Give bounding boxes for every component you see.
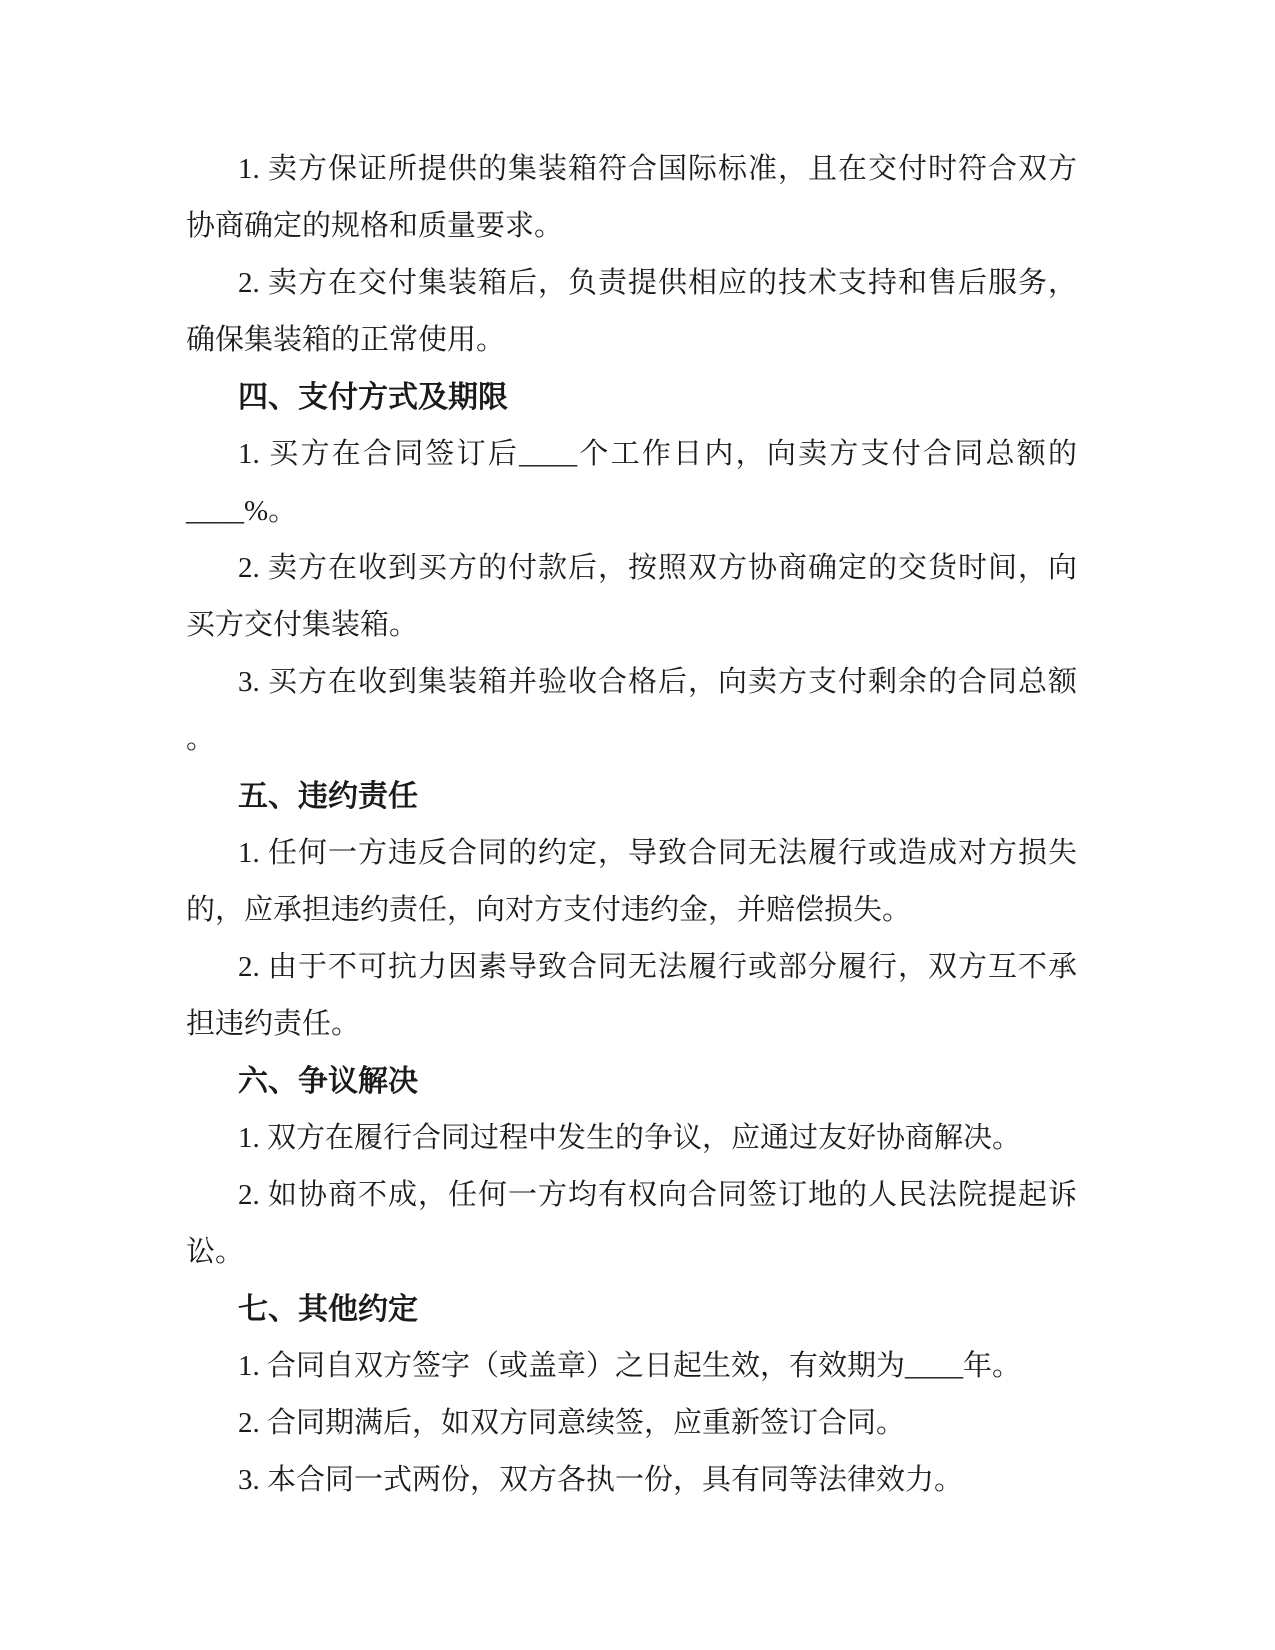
contract-text-line: 讼。 (186, 1236, 245, 1268)
contract-text-line: 买方交付集装箱。 (186, 609, 419, 641)
contract-text-line: 确保集装箱的正常使用。 (186, 324, 506, 356)
contract-text-line: ____%。 (186, 495, 298, 527)
contract-text-line: 2. 如协商不成，任何一方均有权向合同签订地的人民法院提起诉 (238, 1179, 1077, 1211)
contract-text-line: 2. 卖方在交付集装箱后，负责提供相应的技术支持和售后服务， (238, 267, 1077, 299)
contract-text-line: 2. 卖方在收到买方的付款后，按照双方协商确定的交货时间，向 (238, 552, 1077, 584)
contract-text-line: 。 (186, 723, 216, 755)
section-heading-dispute-resolution: 六、争议解决 (238, 1065, 418, 1098)
contract-text-line: 2. 合同期满后，如双方同意续签，应重新签订合同。 (238, 1407, 906, 1439)
section-heading-payment-terms: 四、支付方式及期限 (238, 381, 508, 414)
contract-text-line: 1. 合同自双方签字（或盖章）之日起生效，有效期为____年。 (238, 1350, 1022, 1382)
contract-text-line: 协商确定的规格和质量要求。 (186, 210, 564, 242)
contract-text-line: 1. 卖方保证所提供的集装箱符合国际标准，且在交付时符合双方 (238, 153, 1077, 185)
contract-text-line: 1. 买方在合同签订后____个工作日内，向卖方支付合同总额的 (238, 438, 1077, 470)
contract-body (186, 141, 1077, 1509)
contract-text-line: 担违约责任。 (186, 1008, 361, 1040)
contract-text-line: 1. 双方在履行合同过程中发生的争议，应通过友好协商解决。 (238, 1122, 1022, 1154)
section-heading-other-provisions: 七、其他约定 (238, 1293, 418, 1326)
contract-text-line: 的，应承担违约责任，向对方支付违约金，并赔偿损失。 (186, 894, 912, 926)
contract-text-line: 2. 由于不可抗力因素导致合同无法履行或部分履行，双方互不承 (238, 951, 1077, 983)
contract-text-line: 3. 本合同一式两份，双方各执一份，具有同等法律效力。 (238, 1464, 964, 1496)
contract-text-line: 3. 买方在收到集装箱并验收合格后，向卖方支付剩余的合同总额 (238, 666, 1077, 698)
section-heading-breach-liability: 五、违约责任 (238, 780, 418, 813)
contract-text-line: 1. 任何一方违反合同的约定，导致合同无法履行或造成对方损失 (238, 837, 1077, 869)
